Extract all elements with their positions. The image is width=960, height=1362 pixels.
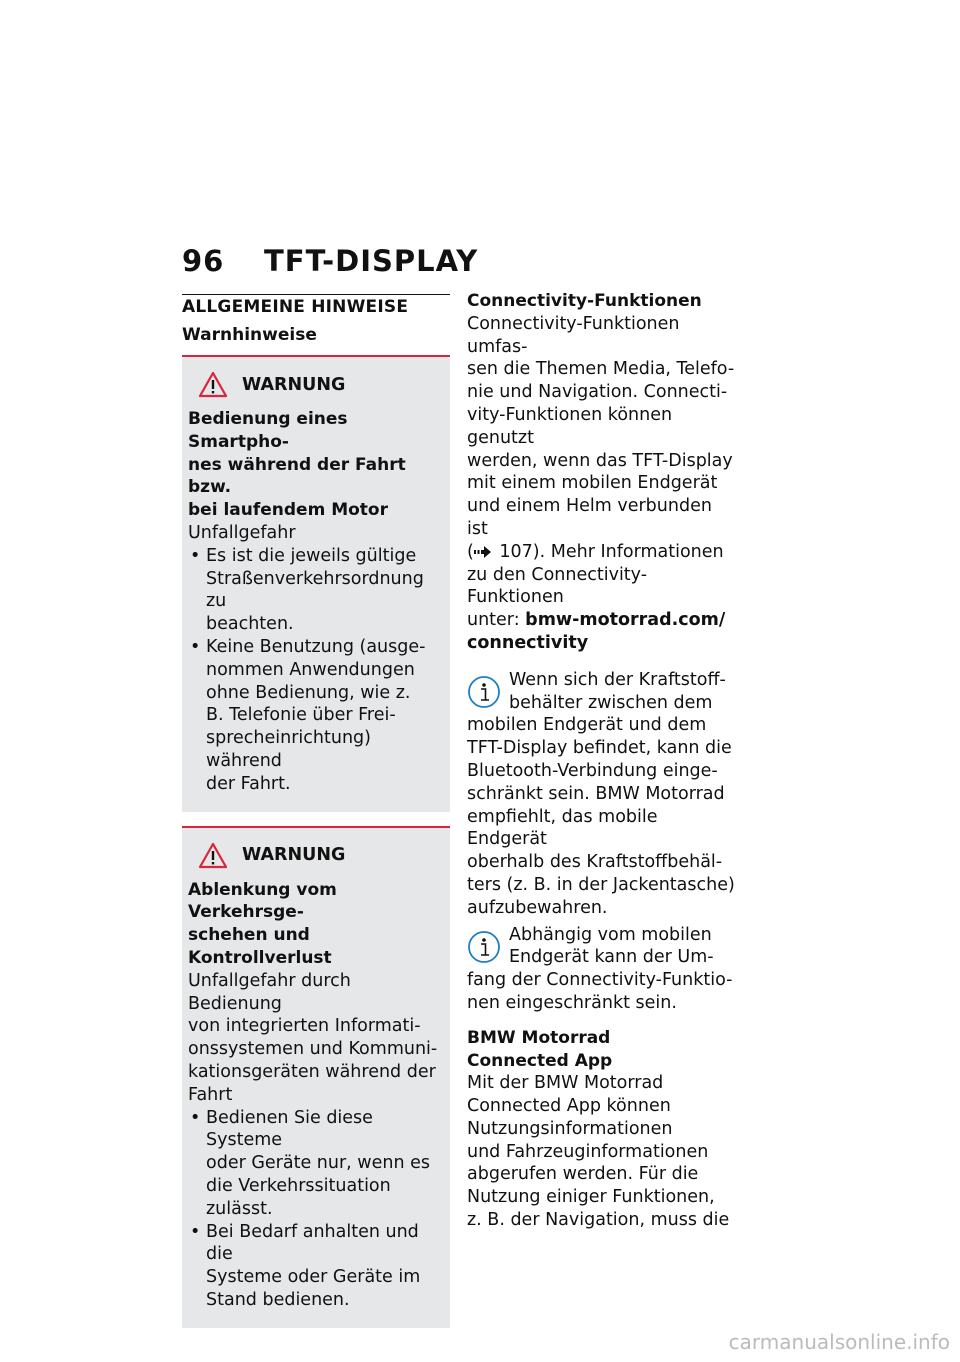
bullet-line: • Keine Benutzung (ausge- [206,636,426,657]
paragraph-line: Mit der BMW Motorrad [467,1073,664,1094]
bullet-line: B. Telefonie über Frei- [206,705,396,726]
paragraph-line: werden, wenn das TFT-Display [467,450,733,471]
info-line: Abhängig vom mobilen [509,924,712,945]
section-heading: Connectivity-Funktionen [467,291,702,311]
paragraph-line: abgerufen werden. Für die [467,1164,699,1185]
left-column [182,294,450,1328]
bullet-line: Stand bedienen. [206,1289,350,1310]
warning-text-line: kationsgeräten während der [188,1061,436,1082]
warning-heading [188,879,444,970]
warning-text-line: Fahrt [188,1084,233,1105]
warning-text-line: onssystemen und Kommuni- [188,1039,438,1060]
warning-label: WARNUNG [242,845,346,866]
info-line: schränkt sein. BMW Motorrad [467,783,725,804]
info-note-2 [467,924,735,1015]
app-heading [467,1027,735,1073]
bullet-line: • Bedienen Sie diese Systeme [206,1107,373,1151]
app-heading-line: BMW Motorrad [467,1027,611,1048]
info-line: Wenn sich der Kraftstoff- [509,669,726,690]
watermark: carmanualsonline.info [728,1330,950,1354]
page-reference-arrow-icon [474,546,494,558]
app-heading-line: Connected App [467,1050,613,1071]
info-line: empfiehlt, das mobile Endgerät [467,806,658,850]
paragraph-line: Connectivity-Funktionen umfas- [467,313,680,357]
sub-title: Warnhinweise [182,325,317,345]
info-line: TFT-Display befindet, kann die [467,738,732,759]
link-line [467,609,735,632]
reference-line: ( 107). Mehr Informationen [467,541,724,562]
info-line: Endgerät kann der Um- [509,947,714,968]
bullet-item [188,1221,444,1312]
bullet-item [188,636,444,796]
bullet-line: Systeme oder Geräte im [206,1267,421,1288]
info-line: fang der Connectivity-Funktio- [467,970,733,991]
info-note-1 [467,669,735,920]
paragraph-line: und Fahrzeuginformationen [467,1141,709,1162]
warning-heading-line: Bedienung eines Smartpho- [188,409,348,452]
warning-triangle-icon [198,842,228,869]
paragraph-line: mit einem mobilen Endgerät [467,473,718,494]
bullet-item [188,545,444,636]
warning-text-line: von integrierten Informati- [188,1016,421,1037]
page-header [182,244,478,278]
section-rule [182,294,450,317]
bullet-item [188,1107,444,1221]
info-line: mobilen Endgerät und dem [467,715,707,736]
paragraph-line: nie und Navigation. Connecti- [467,382,728,403]
paragraph-line: Connected App können [467,1096,671,1117]
warning-header [188,842,444,869]
warning-text: Unfallgefahr [188,522,296,543]
info-line: ters (z. B. in der Jackentasche) [467,874,735,895]
warning-box-2 [182,826,450,1328]
section-title: ALLGEMEINE HINWEISE [182,297,409,317]
info-line: nen eingeschränkt sein. [467,992,677,1013]
paragraph-line: und einem Helm verbunden ist [467,496,712,539]
paragraph-line: sen die Themen Media, Telefo- [467,359,735,380]
warning-bullets [188,1107,444,1312]
info-icon [467,675,501,709]
page-reference[interactable]: 107). Mehr Informationen [499,541,724,562]
web-link[interactable]: bmw-motorrad.com/ [525,610,726,631]
warning-label: WARNUNG [242,374,346,395]
paragraph-line: zu den Connectivity-Funktionen [467,564,648,608]
paragraph-line: Nutzungsinformationen [467,1118,673,1139]
app-paragraph [467,1072,735,1232]
bullet-line: ohne Bedienung, wie z. [206,682,411,703]
warning-text-line: Unfallgefahr durch Bedienung [188,970,351,1014]
bullet-line: • Bei Bedarf anhalten und die [206,1221,419,1265]
warning-heading [188,408,444,522]
warning-heading-line: schehen und Kontrollverlust [188,925,332,968]
warning-heading-line: Ablenkung vom Verkehrsge- [188,879,337,923]
paragraph-line: vity-Funktionen können genutzt [467,404,673,448]
web-link[interactable]: connectivity [467,632,589,653]
warning-heading-line: nes während der Fahrt bzw. [188,454,406,498]
link-prefix: unter: [467,610,526,631]
info-icon [467,930,501,964]
bullet-line: die Verkehrssituation zulässt. [206,1175,391,1219]
warning-header [188,371,444,398]
bullet-line: der Fahrt. [206,773,291,794]
info-line: behälter zwischen dem [509,692,713,713]
bullet-line: nommen Anwendungen [206,659,415,680]
info-line: Bluetooth-Verbindung einge- [467,760,718,781]
bullet-line: • Es ist die jeweils gültige [206,545,417,566]
page-number: 96 [182,244,225,278]
right-column [467,290,735,1232]
warning-box-1 [182,355,450,812]
paragraph-line: z. B. der Navigation, muss die [467,1210,730,1231]
warning-triangle-icon [198,371,228,398]
warning-text [188,970,444,1107]
warning-bullets [188,545,444,796]
chapter-title: TFT-DISPLAY [264,244,479,278]
paragraph [467,313,735,655]
bullet-line: Straßenverkehrsordnung zu [206,568,424,612]
warning-heading-line: bei laufendem Motor [188,500,388,521]
bullet-line: oder Geräte nur, wenn es [206,1153,430,1174]
paragraph-line: Nutzung einiger Funktionen, [467,1187,715,1208]
bullet-line: sprecheinrichtung) während [206,728,371,771]
info-line: oberhalb des Kraftstoffbehäl- [467,852,723,873]
bullet-line: beachten. [206,614,294,635]
info-line: aufzubewahren. [467,897,608,918]
